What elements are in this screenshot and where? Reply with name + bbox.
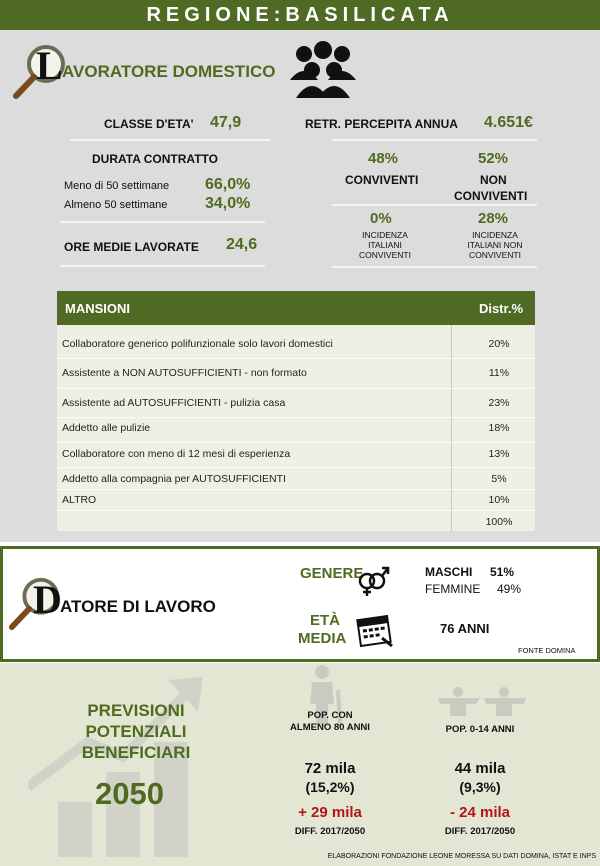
previsioni-year: 2050 <box>95 776 164 811</box>
gender-symbols-icon <box>356 564 390 598</box>
non-conviventi-label: NON <box>480 173 507 187</box>
conviventi-pct: 48% <box>368 150 399 167</box>
lavoratore-title: AVORATORE DOMESTICO <box>62 62 276 81</box>
eta-media-label: MEDIA <box>298 630 347 647</box>
calendar-icon <box>356 612 394 648</box>
incidenza-non-conviventi-pct: 28% <box>478 210 509 227</box>
retribuzione-label: RETR. PERCEPITA ANNUA <box>305 117 458 131</box>
incidenza-non-conviventi-label: INCIDENZA ITALIANI NON CONVIVENTI <box>467 230 523 260</box>
conviventi-label: CONVIVENTI <box>345 173 419 187</box>
pop80-value: 72 mila <box>304 760 356 777</box>
row-divider <box>57 442 535 443</box>
pop80-diff-label: DIFF. 2017/2050 <box>294 826 366 837</box>
incidenza-conviventi-label: INCIDENZA ITALIANI CONVIVENTI <box>359 230 411 260</box>
durata-row-label: Almeno 50 settimane <box>64 199 168 211</box>
pop014-pct: (9,3%) <box>459 779 501 795</box>
non-conviventi-pct: 52% <box>478 150 509 167</box>
retribuzione-value: 4.651€ <box>484 114 533 131</box>
column-divider <box>451 325 452 531</box>
pop80-pct: (15,2%) <box>305 779 355 795</box>
pop014-value: 44 mila <box>454 760 506 777</box>
row-divider <box>57 388 535 389</box>
durata-contratto-title: DURATA CONTRATTO <box>92 152 218 166</box>
incidenza-conviventi-pct: 0% <box>370 210 392 227</box>
divider <box>60 265 265 267</box>
children-icon <box>436 686 528 716</box>
ore-medie-label: ORE MEDIE LAVORATE <box>64 240 199 254</box>
divider <box>332 266 537 268</box>
maschi-pct: 51% <box>490 565 515 579</box>
row-divider <box>57 510 535 511</box>
pop014-diff: - 24 mila <box>449 804 511 821</box>
ore-medie-value: 24,6 <box>226 236 258 253</box>
people-group-icon <box>286 40 360 98</box>
pop80-diff: + 29 mila <box>298 804 362 821</box>
eta-media-value: 76 ANNI <box>440 621 490 636</box>
divider <box>332 204 537 206</box>
previsioni-title: PREVISIONI POTENZIALI BENEFICIARI <box>81 701 191 762</box>
mansioni-header <box>57 291 535 325</box>
classe-eta-label: CLASSE D'ETA' <box>104 117 194 131</box>
mansioni-table <box>57 291 535 531</box>
row-divider <box>57 417 535 418</box>
divider <box>70 139 270 141</box>
genere-label: GENERE <box>300 565 364 582</box>
mansioni-header-label: MANSIONI <box>65 301 130 316</box>
pop014-diff-label: DIFF. 2017/2050 <box>444 826 516 837</box>
datore-title-initial: D <box>33 577 62 622</box>
maschi-label: MASCHI <box>425 565 473 579</box>
datore-title: ATORE DI LAVORO <box>60 597 216 616</box>
femmine-pct: 49% <box>497 582 522 596</box>
row-divider <box>57 489 535 490</box>
row-divider <box>57 358 535 359</box>
durata-row-value: 66,0% <box>205 176 251 193</box>
pop014-title: POP. 0-14 ANNI <box>445 724 515 735</box>
pop80-title: POP. CON ALMENO 80 ANNI <box>290 710 370 733</box>
eta-media-label: ETÀ <box>310 612 340 629</box>
lavoratore-title-initial: L <box>36 43 63 88</box>
divider <box>60 221 265 223</box>
femmine-label: FEMMINE <box>425 582 481 596</box>
durata-row-value: 34,0% <box>205 195 251 212</box>
classe-eta-value: 47,9 <box>210 114 242 131</box>
mansioni-header-distr: Distr.% <box>478 301 524 316</box>
row-divider <box>57 467 535 468</box>
footer-note: ELABORAZIONI FONDAZIONE LEONE MORESSA SU DATI DOMINA, ISTAT E INPS <box>327 853 596 860</box>
divider <box>332 139 537 141</box>
durata-row-label: Meno di 50 settimane <box>64 180 170 192</box>
region-title: REGIONE:BASILICATA <box>0 0 600 30</box>
non-conviventi-label: CONVIVENTI <box>454 189 528 203</box>
fonte-note: FONTE DOMINA <box>518 646 576 655</box>
